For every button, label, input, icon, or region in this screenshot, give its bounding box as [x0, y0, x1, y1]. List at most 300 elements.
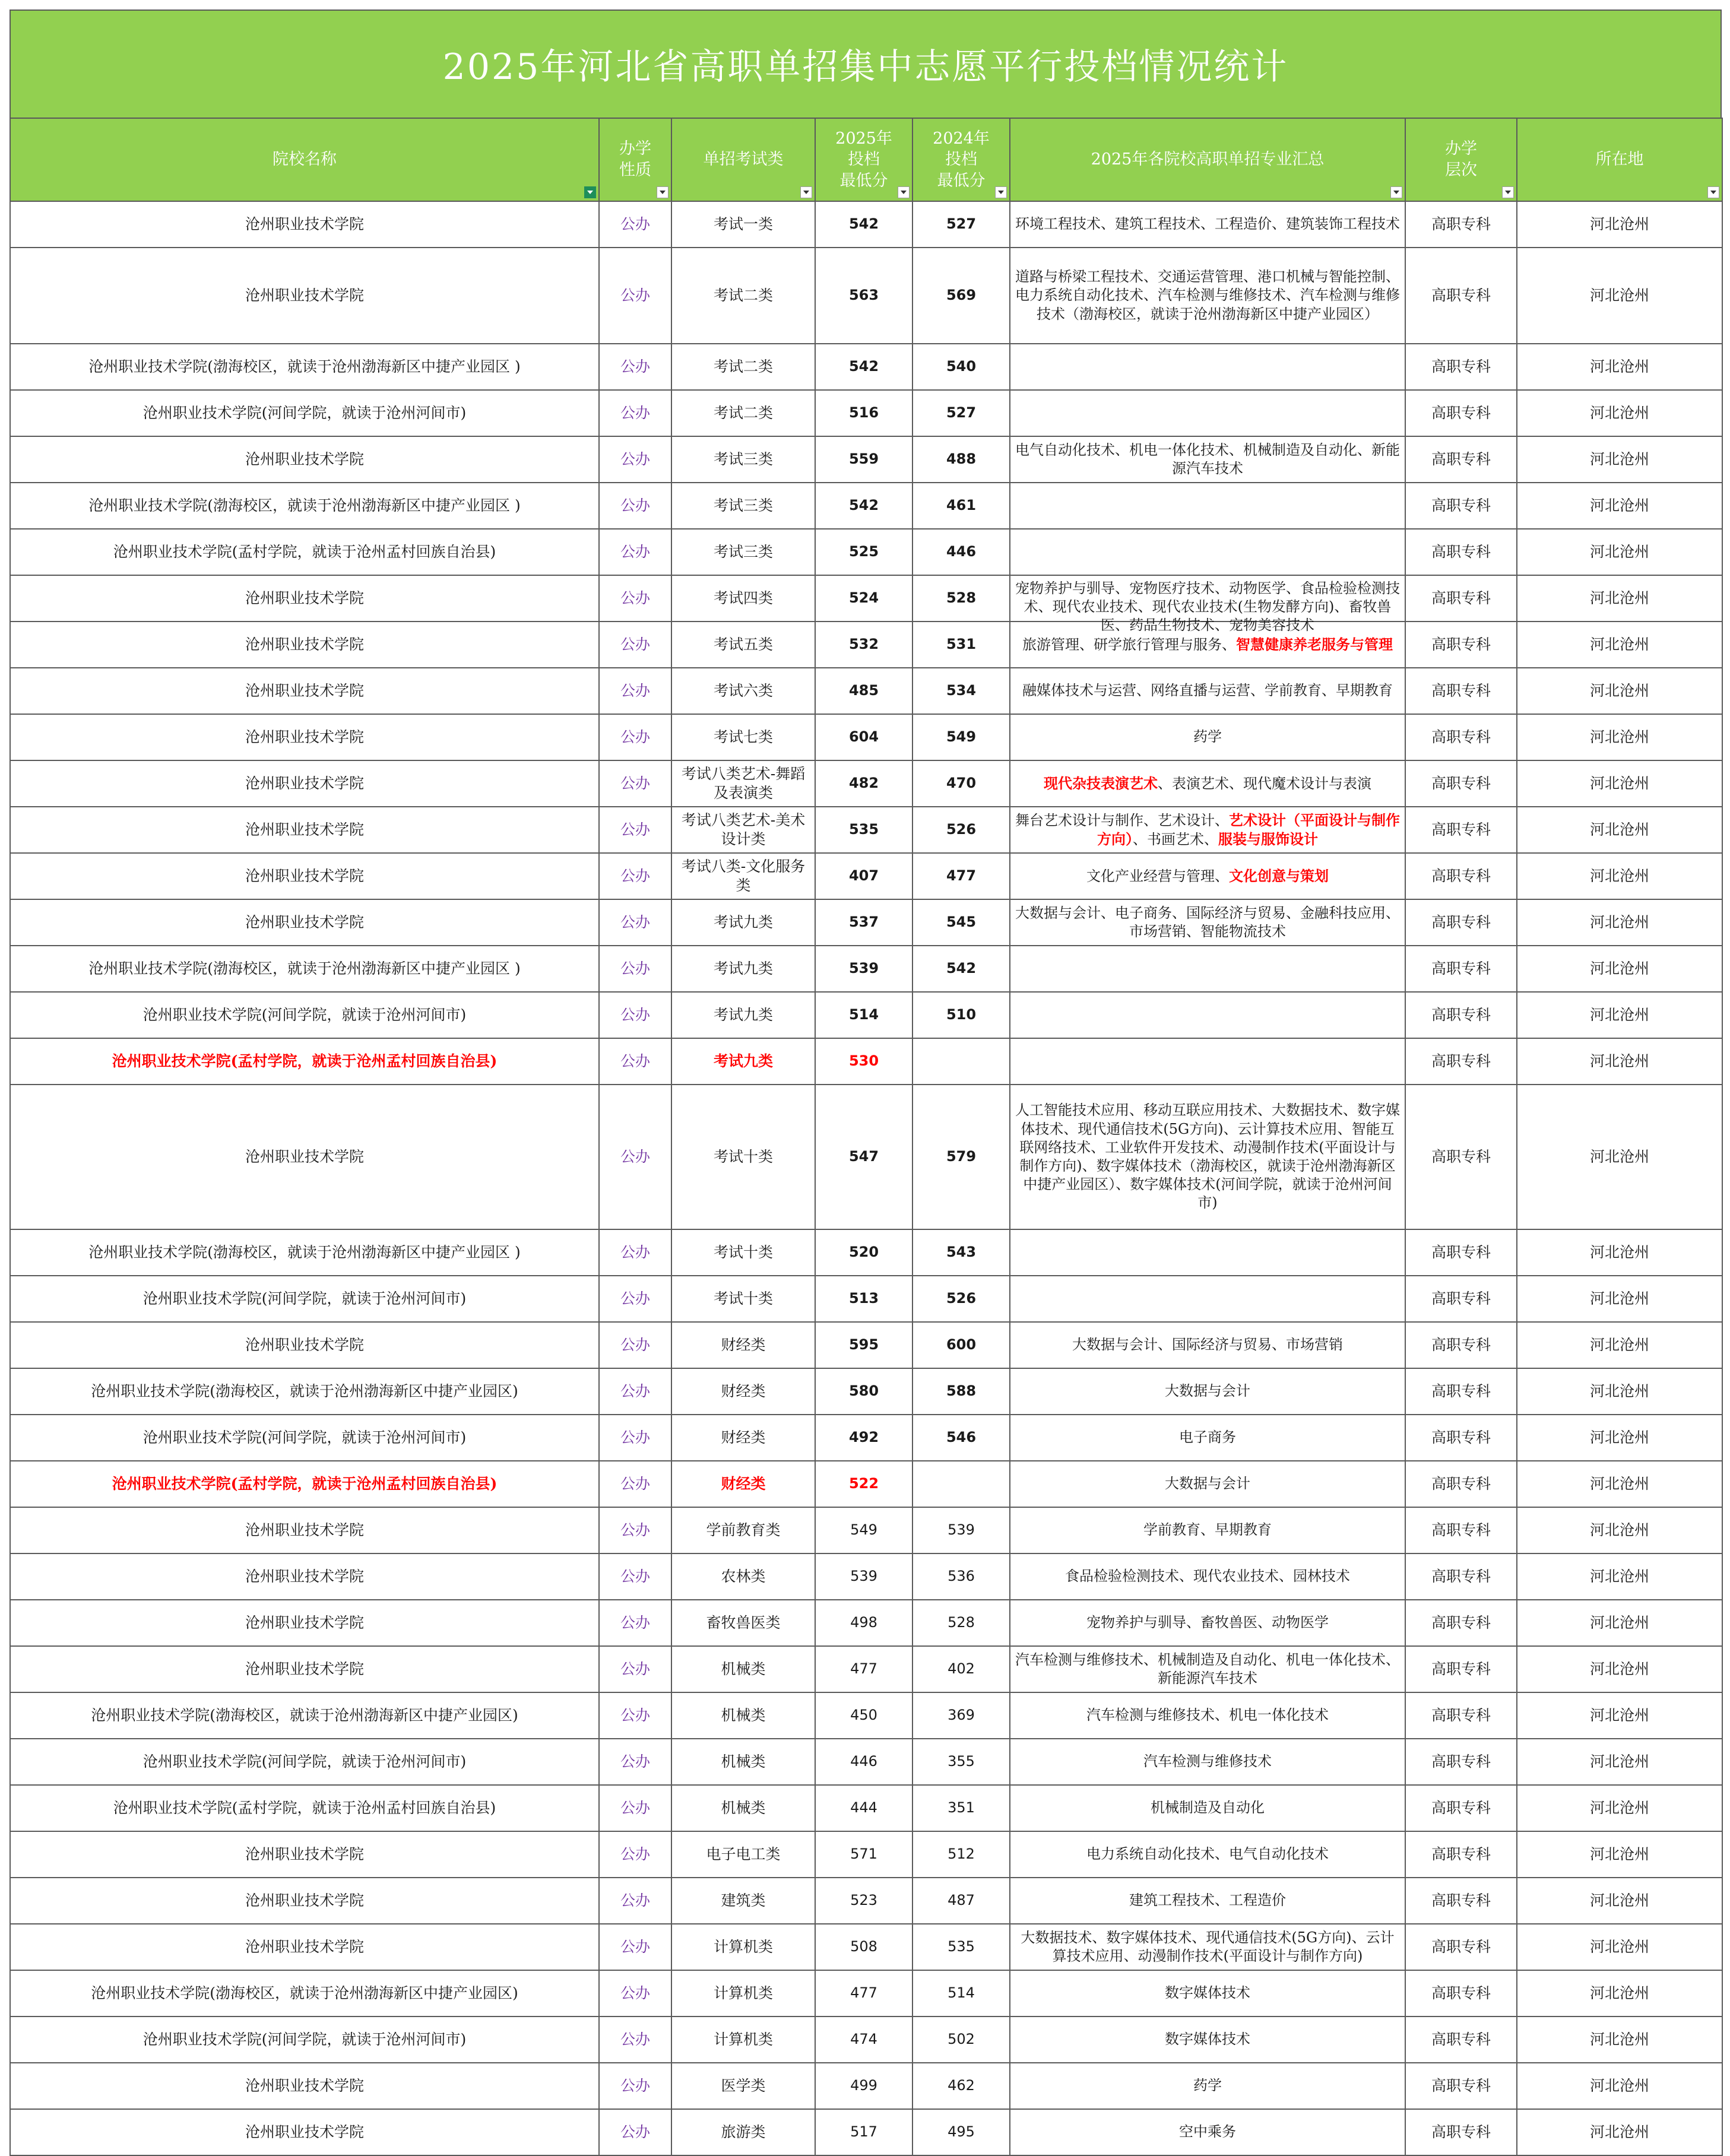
- cell-category[interactable]: 考试十类: [671, 1276, 815, 1322]
- cell-nature[interactable]: 公办: [599, 2109, 671, 2155]
- filter-dropdown-icon[interactable]: [898, 186, 910, 198]
- cell-score-2024[interactable]: 600: [912, 1322, 1010, 1368]
- cell-nature[interactable]: 公办: [599, 390, 671, 436]
- cell-nature[interactable]: 公办: [599, 1322, 671, 1368]
- cell-level[interactable]: 高职专科: [1405, 1322, 1517, 1368]
- cell-location[interactable]: 河北沧州: [1517, 992, 1722, 1038]
- cell-location[interactable]: 河北沧州: [1517, 1507, 1722, 1553]
- cell-location[interactable]: 河北沧州: [1517, 853, 1722, 899]
- cell-score-2025[interactable]: 508: [815, 1924, 912, 1970]
- cell-score-2024[interactable]: 351: [912, 1785, 1010, 1831]
- cell-level[interactable]: 高职专科: [1405, 2063, 1517, 2109]
- cell-score-2024[interactable]: 539: [912, 1507, 1010, 1553]
- cell-score-2024[interactable]: 495: [912, 2109, 1010, 2155]
- cell-score-2024[interactable]: 531: [912, 622, 1010, 668]
- cell-score-2025[interactable]: 539: [815, 946, 912, 992]
- cell-category[interactable]: 考试九类: [671, 946, 815, 992]
- cell-score-2025[interactable]: 446: [815, 1739, 912, 1785]
- cell-nature[interactable]: 公办: [599, 1461, 671, 1507]
- cell-level[interactable]: 高职专科: [1405, 1878, 1517, 1924]
- cell-majors[interactable]: [1010, 1415, 1405, 1461]
- cell-school[interactable]: 沧州职业技术学院: [10, 1507, 599, 1553]
- filter-dropdown-icon[interactable]: [1390, 186, 1402, 198]
- cell-level[interactable]: 高职专科: [1405, 344, 1517, 390]
- cell-level[interactable]: 高职专科: [1405, 1785, 1517, 1831]
- cell-score-2025[interactable]: 477: [815, 1970, 912, 2017]
- cell-score-2024[interactable]: 510: [912, 992, 1010, 1038]
- cell-category[interactable]: 考试九类: [671, 899, 815, 946]
- cell-level[interactable]: 高职专科: [1405, 2017, 1517, 2063]
- cell-category[interactable]: 畜牧兽医类: [671, 1600, 815, 1646]
- cell-school[interactable]: 沧州职业技术学院(孟村学院，就读于沧州孟村回族自治县): [10, 1038, 599, 1085]
- cell-score-2025[interactable]: 537: [815, 899, 912, 946]
- cell-school[interactable]: 沧州职业技术学院: [10, 2063, 599, 2109]
- cell-category[interactable]: 计算机类: [671, 1924, 815, 1970]
- cell-score-2025[interactable]: 571: [815, 1831, 912, 1878]
- cell-location[interactable]: 河北沧州: [1517, 1878, 1722, 1924]
- cell-school[interactable]: 沧州职业技术学院: [10, 1600, 599, 1646]
- cell-majors[interactable]: [1010, 1085, 1405, 1229]
- cell-nature[interactable]: 公办: [599, 1831, 671, 1878]
- cell-majors[interactable]: [1010, 946, 1405, 992]
- cell-school[interactable]: 沧州职业技术学院(孟村学院，就读于沧州孟村回族自治县): [10, 1461, 599, 1507]
- cell-score-2024[interactable]: 461: [912, 483, 1010, 529]
- cell-majors[interactable]: [1010, 1692, 1405, 1739]
- cell-location[interactable]: 河北沧州: [1517, 1692, 1722, 1739]
- cell-category[interactable]: 考试一类: [671, 201, 815, 248]
- cell-nature[interactable]: 公办: [599, 2017, 671, 2063]
- cell-level[interactable]: 高职专科: [1405, 668, 1517, 714]
- cell-level[interactable]: 高职专科: [1405, 1461, 1517, 1507]
- cell-category[interactable]: 考试七类: [671, 714, 815, 760]
- cell-level[interactable]: 高职专科: [1405, 1276, 1517, 1322]
- cell-score-2024[interactable]: 512: [912, 1831, 1010, 1878]
- cell-score-2024[interactable]: 526: [912, 1276, 1010, 1322]
- cell-level[interactable]: 高职专科: [1405, 1229, 1517, 1276]
- cell-location[interactable]: 河北沧州: [1517, 2109, 1722, 2155]
- cell-score-2025[interactable]: 482: [815, 760, 912, 807]
- cell-category[interactable]: 考试八类艺术-舞蹈及表演类: [671, 760, 815, 807]
- cell-location[interactable]: 河北沧州: [1517, 1600, 1722, 1646]
- cell-nature[interactable]: 公办: [599, 1507, 671, 1553]
- cell-score-2025[interactable]: 542: [815, 201, 912, 248]
- cell-majors[interactable]: [1010, 436, 1405, 483]
- cell-location[interactable]: 河北沧州: [1517, 201, 1722, 248]
- cell-nature[interactable]: 公办: [599, 853, 671, 899]
- cell-school[interactable]: 沧州职业技术学院: [10, 714, 599, 760]
- cell-majors[interactable]: [1010, 1461, 1405, 1507]
- cell-score-2024[interactable]: 514: [912, 1970, 1010, 2017]
- cell-nature[interactable]: 公办: [599, 1692, 671, 1739]
- cell-majors[interactable]: [1010, 668, 1405, 714]
- cell-school[interactable]: 沧州职业技术学院: [10, 899, 599, 946]
- cell-category[interactable]: 考试六类: [671, 668, 815, 714]
- cell-school[interactable]: 沧州职业技术学院: [10, 1878, 599, 1924]
- cell-school[interactable]: 沧州职业技术学院(河间学院，就读于沧州河间市): [10, 1276, 599, 1322]
- cell-level[interactable]: 高职专科: [1405, 760, 1517, 807]
- cell-nature[interactable]: 公办: [599, 344, 671, 390]
- cell-score-2024[interactable]: 534: [912, 668, 1010, 714]
- cell-category[interactable]: 财经类: [671, 1461, 815, 1507]
- cell-level[interactable]: 高职专科: [1405, 248, 1517, 344]
- cell-nature[interactable]: 公办: [599, 1553, 671, 1600]
- cell-score-2024[interactable]: 549: [912, 714, 1010, 760]
- cell-majors[interactable]: [1010, 1322, 1405, 1368]
- cell-school[interactable]: 沧州职业技术学院(渤海校区，就读于沧州渤海新区中捷产业园区 ): [10, 946, 599, 992]
- cell-location[interactable]: 河北沧州: [1517, 1415, 1722, 1461]
- cell-location[interactable]: 河北沧州: [1517, 1646, 1722, 1692]
- cell-score-2024[interactable]: 569: [912, 248, 1010, 344]
- cell-level[interactable]: 高职专科: [1405, 201, 1517, 248]
- cell-location[interactable]: 河北沧州: [1517, 1276, 1722, 1322]
- cell-majors[interactable]: [1010, 714, 1405, 760]
- cell-category[interactable]: 旅游类: [671, 2109, 815, 2155]
- cell-score-2024[interactable]: 536: [912, 1553, 1010, 1600]
- cell-school[interactable]: 沧州职业技术学院: [10, 2109, 599, 2155]
- filter-dropdown-icon[interactable]: [657, 186, 668, 198]
- cell-school[interactable]: 沧州职业技术学院(渤海校区，就读于沧州渤海新区中捷产业园区 ): [10, 344, 599, 390]
- cell-category[interactable]: 计算机类: [671, 2017, 815, 2063]
- cell-nature[interactable]: 公办: [599, 1878, 671, 1924]
- cell-score-2024[interactable]: 526: [912, 807, 1010, 853]
- cell-majors[interactable]: [1010, 1878, 1405, 1924]
- cell-majors[interactable]: [1010, 1553, 1405, 1600]
- cell-category[interactable]: 农林类: [671, 1553, 815, 1600]
- cell-score-2024[interactable]: [912, 1461, 1010, 1507]
- cell-location[interactable]: 河北沧州: [1517, 760, 1722, 807]
- cell-nature[interactable]: 公办: [599, 483, 671, 529]
- cell-category[interactable]: 机械类: [671, 1739, 815, 1785]
- cell-score-2024[interactable]: 369: [912, 1692, 1010, 1739]
- cell-location[interactable]: 河北沧州: [1517, 622, 1722, 668]
- cell-score-2024[interactable]: 542: [912, 946, 1010, 992]
- cell-level[interactable]: 高职专科: [1405, 1038, 1517, 1085]
- filter-dropdown-icon[interactable]: [1707, 186, 1719, 198]
- cell-score-2025[interactable]: 524: [815, 575, 912, 622]
- cell-majors[interactable]: [1010, 1924, 1405, 1970]
- cell-majors[interactable]: [1010, 1229, 1405, 1276]
- cell-score-2024[interactable]: 446: [912, 529, 1010, 575]
- cell-majors[interactable]: [1010, 529, 1405, 575]
- cell-location[interactable]: 河北沧州: [1517, 248, 1722, 344]
- cell-level[interactable]: 高职专科: [1405, 1507, 1517, 1553]
- cell-score-2024[interactable]: [912, 1038, 1010, 1085]
- cell-location[interactable]: 河北沧州: [1517, 1229, 1722, 1276]
- cell-majors[interactable]: [1010, 201, 1405, 248]
- cell-majors[interactable]: [1010, 1276, 1405, 1322]
- cell-nature[interactable]: 公办: [599, 1368, 671, 1415]
- cell-level[interactable]: 高职专科: [1405, 1553, 1517, 1600]
- cell-category[interactable]: 机械类: [671, 1646, 815, 1692]
- cell-level[interactable]: 高职专科: [1405, 992, 1517, 1038]
- cell-nature[interactable]: 公办: [599, 529, 671, 575]
- cell-score-2024[interactable]: 477: [912, 853, 1010, 899]
- cell-nature[interactable]: 公办: [599, 760, 671, 807]
- cell-category[interactable]: 医学类: [671, 2063, 815, 2109]
- cell-score-2025[interactable]: 499: [815, 2063, 912, 2109]
- cell-score-2024[interactable]: 527: [912, 390, 1010, 436]
- cell-score-2025[interactable]: 542: [815, 344, 912, 390]
- cell-category[interactable]: 考试十类: [671, 1085, 815, 1229]
- cell-majors[interactable]: [1010, 2109, 1405, 2155]
- filter-dropdown-icon[interactable]: [995, 186, 1007, 198]
- cell-score-2024[interactable]: 502: [912, 2017, 1010, 2063]
- cell-nature[interactable]: 公办: [599, 1600, 671, 1646]
- cell-school[interactable]: 沧州职业技术学院: [10, 622, 599, 668]
- cell-level[interactable]: 高职专科: [1405, 1415, 1517, 1461]
- cell-level[interactable]: 高职专科: [1405, 529, 1517, 575]
- cell-score-2025[interactable]: 477: [815, 1646, 912, 1692]
- cell-nature[interactable]: 公办: [599, 201, 671, 248]
- cell-level[interactable]: 高职专科: [1405, 1831, 1517, 1878]
- cell-score-2025[interactable]: 516: [815, 390, 912, 436]
- cell-score-2024[interactable]: 462: [912, 2063, 1010, 2109]
- cell-nature[interactable]: 公办: [599, 714, 671, 760]
- cell-score-2025[interactable]: 535: [815, 807, 912, 853]
- cell-location[interactable]: 河北沧州: [1517, 2017, 1722, 2063]
- cell-score-2025[interactable]: 513: [815, 1276, 912, 1322]
- cell-location[interactable]: 河北沧州: [1517, 1831, 1722, 1878]
- cell-score-2024[interactable]: 535: [912, 1924, 1010, 1970]
- cell-location[interactable]: 河北沧州: [1517, 1785, 1722, 1831]
- cell-school[interactable]: 沧州职业技术学院: [10, 1553, 599, 1600]
- cell-level[interactable]: 高职专科: [1405, 1924, 1517, 1970]
- cell-majors[interactable]: [1010, 1507, 1405, 1553]
- cell-location[interactable]: 河北沧州: [1517, 1924, 1722, 1970]
- cell-location[interactable]: 河北沧州: [1517, 1461, 1722, 1507]
- cell-school[interactable]: 沧州职业技术学院: [10, 1924, 599, 1970]
- cell-nature[interactable]: 公办: [599, 1646, 671, 1692]
- cell-score-2025[interactable]: 514: [815, 992, 912, 1038]
- cell-level[interactable]: 高职专科: [1405, 946, 1517, 992]
- cell-category[interactable]: 考试十类: [671, 1229, 815, 1276]
- cell-nature[interactable]: 公办: [599, 1085, 671, 1229]
- cell-majors[interactable]: [1010, 344, 1405, 390]
- cell-category[interactable]: 学前教育类: [671, 1507, 815, 1553]
- cell-school[interactable]: 沧州职业技术学院: [10, 201, 599, 248]
- cell-category[interactable]: 考试八类-文化服务类: [671, 853, 815, 899]
- cell-majors[interactable]: [1010, 760, 1405, 807]
- cell-category[interactable]: 考试五类: [671, 622, 815, 668]
- cell-majors[interactable]: [1010, 1970, 1405, 2017]
- cell-score-2025[interactable]: 520: [815, 1229, 912, 1276]
- cell-school[interactable]: 沧州职业技术学院(渤海校区，就读于沧州渤海新区中捷产业园区): [10, 1368, 599, 1415]
- cell-majors[interactable]: [1010, 1600, 1405, 1646]
- cell-category[interactable]: 考试九类: [671, 992, 815, 1038]
- cell-location[interactable]: 河北沧州: [1517, 1085, 1722, 1229]
- cell-school[interactable]: 沧州职业技术学院(渤海校区，就读于沧州渤海新区中捷产业园区): [10, 1692, 599, 1739]
- cell-score-2024[interactable]: 528: [912, 575, 1010, 622]
- cell-nature[interactable]: 公办: [599, 575, 671, 622]
- cell-school[interactable]: 沧州职业技术学院: [10, 1322, 599, 1368]
- cell-school[interactable]: 沧州职业技术学院(孟村学院，就读于沧州孟村回族自治县): [10, 1785, 599, 1831]
- cell-school[interactable]: 沧州职业技术学院: [10, 1831, 599, 1878]
- cell-score-2024[interactable]: 528: [912, 1600, 1010, 1646]
- cell-level[interactable]: 高职专科: [1405, 2109, 1517, 2155]
- cell-score-2025[interactable]: 532: [815, 622, 912, 668]
- cell-location[interactable]: 河北沧州: [1517, 668, 1722, 714]
- cell-category[interactable]: 机械类: [671, 1692, 815, 1739]
- cell-score-2024[interactable]: 527: [912, 201, 1010, 248]
- cell-majors[interactable]: [1010, 1831, 1405, 1878]
- cell-score-2025[interactable]: 444: [815, 1785, 912, 1831]
- cell-score-2024[interactable]: 402: [912, 1646, 1010, 1692]
- cell-level[interactable]: 高职专科: [1405, 1085, 1517, 1229]
- cell-majors[interactable]: [1010, 575, 1405, 634]
- cell-nature[interactable]: 公办: [599, 248, 671, 344]
- cell-location[interactable]: 河北沧州: [1517, 1368, 1722, 1415]
- cell-category[interactable]: 考试三类: [671, 436, 815, 483]
- cell-majors[interactable]: [1010, 1646, 1405, 1692]
- cell-score-2025[interactable]: 517: [815, 2109, 912, 2155]
- cell-category[interactable]: 财经类: [671, 1322, 815, 1368]
- cell-score-2025[interactable]: 522: [815, 1461, 912, 1507]
- cell-nature[interactable]: 公办: [599, 1038, 671, 1085]
- cell-nature[interactable]: 公办: [599, 807, 671, 853]
- cell-school[interactable]: 沧州职业技术学院(河间学院，就读于沧州河间市): [10, 992, 599, 1038]
- cell-level[interactable]: 高职专科: [1405, 1692, 1517, 1739]
- cell-score-2024[interactable]: 355: [912, 1739, 1010, 1785]
- cell-nature[interactable]: 公办: [599, 899, 671, 946]
- cell-location[interactable]: 河北沧州: [1517, 436, 1722, 483]
- cell-location[interactable]: 河北沧州: [1517, 714, 1722, 760]
- cell-score-2025[interactable]: 547: [815, 1085, 912, 1229]
- cell-category[interactable]: 财经类: [671, 1368, 815, 1415]
- cell-location[interactable]: 河北沧州: [1517, 899, 1722, 946]
- cell-school[interactable]: 沧州职业技术学院: [10, 807, 599, 853]
- cell-location[interactable]: 河北沧州: [1517, 1322, 1722, 1368]
- cell-level[interactable]: 高职专科: [1405, 899, 1517, 946]
- cell-level[interactable]: 高职专科: [1405, 1368, 1517, 1415]
- cell-score-2025[interactable]: 498: [815, 1600, 912, 1646]
- filter-dropdown-icon[interactable]: [800, 186, 812, 198]
- cell-level[interactable]: 高职专科: [1405, 714, 1517, 760]
- cell-score-2025[interactable]: 525: [815, 529, 912, 575]
- cell-school[interactable]: 沧州职业技术学院: [10, 248, 599, 344]
- cell-level[interactable]: 高职专科: [1405, 483, 1517, 529]
- cell-category[interactable]: 考试八类艺术-美术设计类: [671, 807, 815, 853]
- cell-score-2024[interactable]: 540: [912, 344, 1010, 390]
- cell-level[interactable]: 高职专科: [1405, 853, 1517, 899]
- cell-location[interactable]: 河北沧州: [1517, 390, 1722, 436]
- cell-score-2025[interactable]: 492: [815, 1415, 912, 1461]
- cell-level[interactable]: 高职专科: [1405, 807, 1517, 853]
- cell-majors[interactable]: [1010, 390, 1405, 436]
- cell-school[interactable]: 沧州职业技术学院(孟村学院，就读于沧州孟村回族自治县): [10, 529, 599, 575]
- cell-score-2025[interactable]: 474: [815, 2017, 912, 2063]
- cell-school[interactable]: 沧州职业技术学院: [10, 853, 599, 899]
- cell-majors[interactable]: [1010, 1368, 1405, 1415]
- cell-level[interactable]: 高职专科: [1405, 575, 1517, 622]
- cell-location[interactable]: 河北沧州: [1517, 1553, 1722, 1600]
- cell-location[interactable]: 河北沧州: [1517, 344, 1722, 390]
- cell-nature[interactable]: 公办: [599, 1739, 671, 1785]
- cell-category[interactable]: 考试四类: [671, 575, 815, 622]
- cell-majors[interactable]: [1010, 1038, 1405, 1085]
- cell-category[interactable]: 考试九类: [671, 1038, 815, 1085]
- cell-score-2024[interactable]: 588: [912, 1368, 1010, 1415]
- cell-score-2025[interactable]: 485: [815, 668, 912, 714]
- cell-nature[interactable]: 公办: [599, 622, 671, 668]
- cell-score-2025[interactable]: 559: [815, 436, 912, 483]
- filter-active-icon[interactable]: [584, 186, 596, 198]
- cell-nature[interactable]: 公办: [599, 1229, 671, 1276]
- cell-category[interactable]: 考试二类: [671, 248, 815, 344]
- cell-nature[interactable]: 公办: [599, 436, 671, 483]
- cell-score-2025[interactable]: 523: [815, 1878, 912, 1924]
- cell-school[interactable]: 沧州职业技术学院: [10, 575, 599, 622]
- cell-score-2025[interactable]: 450: [815, 1692, 912, 1739]
- cell-location[interactable]: 河北沧州: [1517, 1970, 1722, 2017]
- cell-level[interactable]: 高职专科: [1405, 1646, 1517, 1692]
- cell-score-2025[interactable]: 563: [815, 248, 912, 344]
- cell-majors[interactable]: [1010, 992, 1405, 1038]
- cell-location[interactable]: 河北沧州: [1517, 2063, 1722, 2109]
- cell-location[interactable]: 河北沧州: [1517, 529, 1722, 575]
- cell-score-2024[interactable]: 579: [912, 1085, 1010, 1229]
- cell-category[interactable]: 计算机类: [671, 1970, 815, 2017]
- cell-majors[interactable]: [1010, 2017, 1405, 2063]
- cell-nature[interactable]: 公办: [599, 1970, 671, 2017]
- cell-majors[interactable]: [1010, 1785, 1405, 1831]
- cell-score-2024[interactable]: 487: [912, 1878, 1010, 1924]
- cell-score-2024[interactable]: 546: [912, 1415, 1010, 1461]
- cell-majors[interactable]: [1010, 899, 1405, 946]
- cell-majors[interactable]: [1010, 853, 1405, 899]
- cell-majors[interactable]: [1010, 248, 1405, 344]
- cell-nature[interactable]: 公办: [599, 1924, 671, 1970]
- cell-score-2024[interactable]: 543: [912, 1229, 1010, 1276]
- cell-category[interactable]: 电子电工类: [671, 1831, 815, 1878]
- cell-score-2025[interactable]: 580: [815, 1368, 912, 1415]
- cell-level[interactable]: 高职专科: [1405, 1739, 1517, 1785]
- cell-nature[interactable]: 公办: [599, 2063, 671, 2109]
- cell-score-2025[interactable]: 604: [815, 714, 912, 760]
- cell-school[interactable]: 沧州职业技术学院(河间学院，就读于沧州河间市): [10, 390, 599, 436]
- cell-score-2025[interactable]: 595: [815, 1322, 912, 1368]
- cell-school[interactable]: 沧州职业技术学院(河间学院，就读于沧州河间市): [10, 1739, 599, 1785]
- cell-nature[interactable]: 公办: [599, 946, 671, 992]
- cell-category[interactable]: 考试三类: [671, 483, 815, 529]
- cell-nature[interactable]: 公办: [599, 668, 671, 714]
- cell-score-2025[interactable]: 407: [815, 853, 912, 899]
- cell-level[interactable]: 高职专科: [1405, 390, 1517, 436]
- cell-score-2024[interactable]: 545: [912, 899, 1010, 946]
- cell-location[interactable]: 河北沧州: [1517, 1739, 1722, 1785]
- cell-nature[interactable]: 公办: [599, 1785, 671, 1831]
- cell-level[interactable]: 高职专科: [1405, 1600, 1517, 1646]
- cell-school[interactable]: 沧州职业技术学院(渤海校区，就读于沧州渤海新区中捷产业园区 ): [10, 483, 599, 529]
- cell-level[interactable]: 高职专科: [1405, 436, 1517, 483]
- cell-category[interactable]: 考试二类: [671, 390, 815, 436]
- cell-majors[interactable]: [1010, 1739, 1405, 1785]
- cell-location[interactable]: 河北沧州: [1517, 807, 1722, 853]
- cell-school[interactable]: 沧州职业技术学院: [10, 1646, 599, 1692]
- cell-school[interactable]: 沧州职业技术学院: [10, 760, 599, 807]
- cell-school[interactable]: 沧州职业技术学院: [10, 668, 599, 714]
- cell-location[interactable]: 河北沧州: [1517, 575, 1722, 622]
- cell-score-2025[interactable]: 539: [815, 1553, 912, 1600]
- cell-location[interactable]: 河北沧州: [1517, 946, 1722, 992]
- cell-school[interactable]: 沧州职业技术学院(渤海校区，就读于沧州渤海新区中捷产业园区): [10, 1970, 599, 2017]
- cell-school[interactable]: 沧州职业技术学院(河间学院，就读于沧州河间市): [10, 1415, 599, 1461]
- cell-score-2025[interactable]: 542: [815, 483, 912, 529]
- cell-category[interactable]: 财经类: [671, 1415, 815, 1461]
- cell-school[interactable]: 沧州职业技术学院(河间学院，就读于沧州河间市): [10, 2017, 599, 2063]
- cell-school[interactable]: 沧州职业技术学院: [10, 436, 599, 483]
- cell-nature[interactable]: 公办: [599, 992, 671, 1038]
- cell-category[interactable]: 考试三类: [671, 529, 815, 575]
